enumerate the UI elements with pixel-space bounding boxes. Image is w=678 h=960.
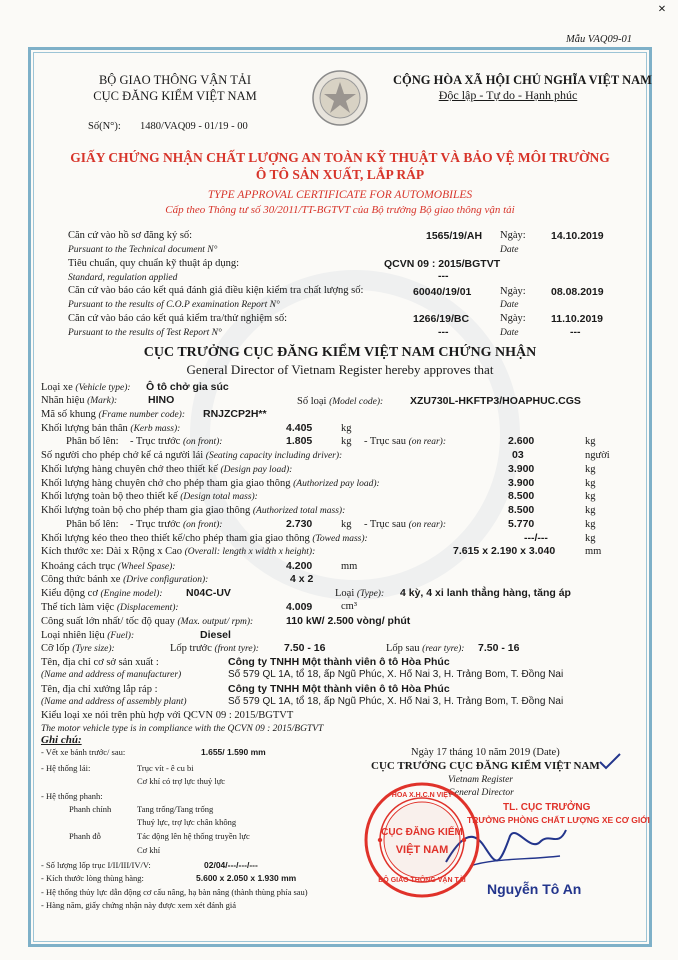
kerb-mass-unit: kg (341, 423, 352, 434)
engine-type-en: (Type): (356, 589, 385, 599)
front-axle-label-2: - Trục trước (130, 519, 181, 530)
rear-axle-label: - Trục sau (364, 436, 407, 447)
note-steering-label: - Hệ thống lái: (41, 763, 91, 773)
towed-en: (Towed mass): (312, 534, 368, 544)
note-track-label: - Vết xe bánh trước/ sau: (41, 747, 126, 757)
note-tyres-value: 02/04/---/---/--- (204, 860, 258, 870)
mark-en: (Mark): (87, 396, 118, 406)
output-en: (Max. output/ rpm): (177, 617, 254, 627)
design-total-row (41, 491, 258, 502)
front-axle-unit: kg (341, 436, 352, 447)
front-tyre: 7.50 - 16 (284, 642, 326, 654)
front-axle-en: (on front): (182, 437, 223, 447)
basis-4-value: 1266/19/BC (413, 313, 470, 325)
mark-row (41, 395, 117, 406)
distribution-label-2: Phân bố lên: (66, 519, 119, 530)
frame-code-row (41, 409, 185, 420)
engine-en: (Engine model): (100, 589, 163, 599)
front-tyre-row (170, 643, 259, 654)
engine-label: Kiểu động cơ (41, 588, 98, 599)
towed-unit: kg (585, 533, 596, 544)
fuel-row (41, 630, 134, 641)
signer-title: CỤC TRƯỞNG CỤC ĐĂNG KIỂM VIỆT NAM (371, 760, 600, 772)
basis-3-en-date: Date (500, 300, 519, 310)
stamp-ring-bottom: BỘ GIAO THÔNG VẬN TẢI (378, 877, 466, 884)
basis-4-dash-2: --- (570, 326, 581, 338)
note-brake-park: Phanh đỗ (69, 831, 101, 841)
wheelbase: 4.200 (286, 560, 313, 572)
wheelbase-unit: mm (341, 561, 358, 572)
note-box-label: - Kích thước lòng thùng hàng: (41, 873, 144, 883)
basis-4-en-date: Date (500, 328, 519, 338)
fuel-label: Loại nhiên liệu (41, 630, 105, 641)
dimensions: 7.615 x 2.190 x 3.040 (453, 545, 556, 557)
dimensions-en: (Overall: length x width x height): (184, 547, 316, 557)
stroke-mark-icon (598, 752, 622, 770)
wheelbase-en: (Wheel Spase): (117, 562, 176, 572)
engine-row (41, 588, 163, 599)
note-brake-main-b: Thuỷ lực, trợ lực chân không (137, 817, 237, 827)
ministry-name: BỘ GIAO THÔNG VẬN TẢI (98, 73, 252, 87)
towed-row (41, 533, 368, 544)
design-payload-row (41, 464, 292, 475)
engine-type: 4 kỳ, 4 xi lanh thẳng hàng, tăng áp (400, 587, 571, 599)
basis-3-value: 60040/19/01 (413, 286, 472, 298)
emblem-icon (310, 68, 370, 128)
seating-en: (Seating capacity including driver): (205, 451, 343, 461)
rear-tyre-row (386, 643, 464, 654)
republic-name: CỘNG HÒA XÃ HỘI CHỦ NGHĨA VIỆT NAM (393, 73, 652, 87)
note-brake-park-b: Cơ khí (137, 845, 161, 855)
manufacturer-label: Tên, địa chỉ cơ sở sản xuất : (41, 657, 159, 668)
manufacturer-en: (Name and address of manufacturer) (41, 670, 182, 680)
approval-en: General Director of Vietnam Register hereby approves that (186, 362, 494, 377)
front-axle-label: - Trục trước (130, 436, 181, 447)
model-value: XZU730L-HKFTP3/HOAPHUC.CGS (410, 395, 581, 407)
engine-type-label: Loại (335, 588, 355, 599)
basis-1-value: 1565/19/AH (426, 230, 483, 242)
front-axle-en-2: (on front): (182, 520, 223, 530)
auth-payload: 3.900 (508, 477, 535, 489)
front-axle: 1.805 (286, 435, 313, 447)
towed-label: Khối lượng kéo theo theo thiết kế/cho phép tham gia giao thông (41, 533, 310, 544)
displacement-label: Thể tích làm việc (41, 602, 115, 613)
rear-tyre-label: Lốp sau (386, 643, 420, 654)
rear-tyre-en: (rear tyre): (422, 644, 465, 654)
design-total-label: Khối lượng toàn bộ theo thiết kế (41, 491, 178, 502)
displacement-row (41, 602, 179, 613)
front-tyre-label: Lốp trước (170, 643, 212, 654)
front-axle-row-2 (130, 519, 222, 530)
basis-2-label: Tiêu chuẩn, quy chuẩn kỹ thuật áp dụng: (68, 258, 240, 269)
seating-label: Số người cho phép chở kể cả người lái (41, 450, 204, 461)
stamp-text-top: CỤC ĐĂNG KIỂM (381, 827, 463, 838)
output: 110 kW/ 2.500 vòng/ phút (286, 615, 411, 627)
basis-4-label: Căn cứ vào báo cáo kết quả kiểm tra/thử nghiệm số: (68, 313, 287, 324)
department-name: CỤC ĐĂNG KIỂM VIỆT NAM (93, 89, 257, 103)
note-steering-b: Cơ khí có trợ lực thuỷ lực (137, 776, 226, 786)
basis-1-label: Căn cứ vào hồ sơ đăng ký số: (68, 230, 193, 241)
basis-4-date-label: Ngày: (500, 313, 526, 324)
basis-2-value: QCVN 09 : 2015/BGTVT (384, 258, 501, 270)
note-brake-main: Phanh chính (69, 804, 112, 814)
rear-axle-label-2: - Trục sau (364, 519, 407, 530)
kerb-mass-en: (Kerb mass): (130, 424, 181, 434)
note-brake-label: - Hệ thống phanh: (41, 791, 103, 801)
basis-1-date-label: Ngày: (500, 230, 526, 241)
rear-axle-en: (on rear): (408, 437, 447, 447)
manufacturer-address: Số 579 QL 1A, tổ 18, ấp Ngũ Phúc, X. Hố Nai 3, H. Trảng Bom, T. Đồng Nai (228, 669, 564, 680)
tyre-label: Cỡ lốp (41, 643, 70, 654)
note-track-value: 1.655/ 1.590 mm (201, 747, 266, 757)
signer-name: Nguyễn Tô An (487, 881, 582, 897)
title-en: TYPE APPROVAL CERTIFICATE FOR AUTOMOBILES (207, 189, 473, 201)
note-brake-park-a: Tác động lên hệ thống truyền lực (137, 831, 250, 841)
displacement-en: (Displacement): (116, 603, 179, 613)
seating-row (41, 450, 342, 461)
motto: Độc lập - Tự do - Hạnh phúc (438, 88, 578, 102)
model-row (297, 396, 383, 407)
signing-date: Ngày 17 tháng 10 năm 2019 (Date) (411, 747, 560, 758)
note-box-value: 5.600 x 2.050 x 1.930 mm (196, 873, 297, 883)
rear-axle-unit: kg (585, 436, 596, 447)
basis-3-date: 08.08.2019 (551, 286, 604, 298)
fuel: Diesel (200, 629, 231, 641)
wheelbase-row (41, 561, 175, 572)
basis-4-dash-1: --- (438, 326, 449, 338)
rear-tyre: 7.50 - 16 (478, 642, 520, 654)
rear-axle-2: 5.770 (508, 518, 535, 530)
seating: 03 (512, 449, 524, 461)
model-en: (Model code): (329, 397, 384, 407)
mark-value: HINO (148, 394, 175, 406)
signer-en-1: Vietnam Register (448, 775, 513, 785)
distribution-label: Phân bố lên: (66, 436, 119, 447)
auth-total-row (41, 505, 345, 516)
cert-number-label: Số(N°): (88, 121, 121, 132)
rear-axle-unit-2: kg (585, 519, 596, 530)
note-annual: - Hàng năm, giấy chứng nhận này được xem xét đánh giá (41, 900, 236, 910)
front-tyre-en: (front tyre): (214, 644, 259, 654)
basis-2-dash: --- (438, 270, 449, 282)
vehicle-type: Ô tô chở gia súc (146, 381, 229, 393)
design-total-en: (Design total mass): (180, 492, 258, 502)
basis-4-en: Pursuant to the results of Test Report N° (68, 328, 222, 338)
note-hydraulic: - Hệ thống thủy lực dẫn động cơ cấu nâng, hạ bàn nâng (thành thùng phía sau) (41, 887, 308, 897)
design-payload-unit: kg (585, 464, 596, 475)
rear-axle: 2.600 (508, 435, 535, 447)
title-sub: Cấp theo Thông tư số 30/2011/TT-BGTVT của Bộ trưởng Bộ giao thông vận tải (165, 204, 515, 216)
frame-code-en: (Frame number code): (98, 410, 185, 420)
front-axle-unit-2: kg (341, 519, 352, 530)
front-axle-row (130, 436, 222, 447)
rear-axle-en-2: (on rear): (408, 520, 447, 530)
auth-total: 8.500 (508, 504, 535, 516)
tyre-row (41, 643, 115, 654)
assembly-en: (Name and address of assembly plant) (41, 697, 187, 707)
kerb-mass: 4.405 (286, 422, 313, 434)
assembly-name: Công ty TNHH Một thành viên ô tô Hòa Phúc (228, 683, 450, 695)
tl-title-2: TRƯỞNG PHÒNG CHẤT LƯỢNG XE CƠ GIỚI (467, 815, 650, 825)
drive-config-label: Công thức bánh xe (41, 574, 121, 585)
basis-3-en: Pursuant to the results of C.O.P examination Report N° (68, 300, 280, 310)
design-payload-en: (Design pay load): (220, 465, 293, 475)
seating-unit: người (585, 450, 610, 461)
displacement-unit: cm³ (341, 601, 357, 612)
vehicle-type-en: (Vehicle type): (75, 383, 131, 393)
basis-1-date: 14.10.2019 (551, 230, 604, 242)
design-total: 8.500 (508, 490, 535, 502)
model-label: Số loại (297, 396, 327, 407)
wheelbase-label: Khoảng cách trục (41, 561, 116, 572)
design-payload-label: Khối lượng hàng chuyên chở theo thiết kế (41, 464, 218, 475)
output-label: Công suất lớn nhất/ tốc độ quay (41, 616, 175, 627)
auth-payload-label: Khối lượng hàng chuyên chở cho phép tham gia giao thông (41, 478, 291, 489)
auth-total-unit: kg (585, 505, 596, 516)
vehicle-type-row (41, 382, 131, 393)
dimensions-label: Kích thước xe: Dài x Rộng x Cao (41, 546, 183, 557)
rear-axle-row (364, 436, 446, 447)
fuel-en: (Fuel): (107, 631, 135, 641)
approval-vn: CỤC TRƯỞNG CỤC ĐĂNG KIỂM VIỆT NAM CHỨNG NHẬN (143, 345, 537, 360)
kerb-mass-row (41, 423, 180, 434)
basis-3-label: Căn cứ vào báo cáo kết quả đánh giá điều kiện kiểm tra chất lượng số: (68, 285, 364, 296)
towed: ---/--- (524, 532, 548, 544)
dimensions-row (41, 546, 315, 557)
basis-4-date: 11.10.2019 (551, 313, 603, 325)
corner-mark: × (658, 2, 666, 17)
frame-code: RNJZCP2H** (203, 408, 267, 420)
tl-title: TL. CỤC TRƯỞNG (503, 802, 591, 813)
basis-1-en-date: Date (500, 245, 519, 255)
note-tyres-label: - Số lượng lốp trục I/II/III/IV/V: (41, 860, 151, 870)
front-axle-2: 2.730 (286, 518, 313, 530)
design-payload: 3.900 (508, 463, 535, 475)
note-brake-main-a: Tang trống/Tang trống (137, 804, 214, 814)
title-vn-2: Ô TÔ SẢN XUẤT, LẮP RÁP (255, 167, 425, 182)
assembly-label: Tên, địa chỉ xưởng lắp ráp : (41, 684, 158, 695)
output-row (41, 616, 253, 627)
compliance-en: The motor vehicle type is in compliance with the QCVN 09 : 2015/BGTVT (41, 724, 324, 734)
auth-payload-row (41, 478, 380, 489)
basis-1-en: Pursuant to the Technical document N° (68, 245, 218, 255)
manufacturer-name: Công ty TNHH Một thành viên ô tô Hòa Phúc (228, 656, 450, 668)
auth-total-label: Khối lượng toàn bộ cho phép tham gia giao thông (41, 505, 251, 516)
mark-label: Nhãn hiệu (41, 395, 85, 406)
design-total-unit: kg (585, 491, 596, 502)
drive-config: 4 x 2 (290, 573, 314, 585)
frame-code-label: Mã số khung (41, 409, 96, 420)
note-steering-a: Trục vít - ê cu bi (137, 763, 194, 773)
title-vn: GIẤY CHỨNG NHẬN CHẤT LƯỢNG AN TOÀN KỸ THUẬT VÀ BẢO VỆ MÔI TRƯỜNG (70, 150, 610, 165)
engine: N04C-UV (186, 587, 231, 599)
auth-payload-unit: kg (585, 478, 596, 489)
auth-payload-en: (Authorized pay load): (293, 479, 380, 489)
signer-en-2: General Director (448, 788, 514, 798)
drive-config-row (41, 574, 208, 585)
tyre-en: (Tyre size): (72, 644, 115, 654)
assembly-address: Số 579 QL 1A, tổ 18, ấp Ngũ Phúc, X. Hố Nai 3, H. Trảng Bom, T. Đồng Nai (228, 696, 564, 707)
dimensions-unit: mm (585, 546, 602, 557)
kerb-mass-label: Khối lượng bản thân (41, 423, 128, 434)
stamp-ring-top: HOA X.H.C.N VIỆT (391, 792, 453, 799)
vehicle-type-label: Loại xe (41, 382, 73, 393)
basis-2-en: Standard, regulation applied (68, 273, 178, 283)
form-code: Mẫu VAQ09-01 (566, 34, 632, 45)
compliance: Kiểu loại xe nói trên phù hợp với QCVN 09 : 2015/BGTVT (41, 710, 294, 721)
displacement: 4.009 (286, 601, 313, 613)
basis-3-date-label: Ngày: (500, 286, 526, 297)
drive-config-en: (Drive configuration): (123, 575, 209, 585)
rear-axle-row-2 (364, 519, 446, 530)
notes-title: Ghi chú: (41, 734, 82, 746)
cert-number: 1480/VAQ09 - 01/19 - 00 (140, 121, 248, 132)
stamp-text-bottom: VIỆT NAM (395, 844, 449, 856)
engine-type-row (335, 588, 384, 599)
auth-total-en: (Authorized total mass): (252, 506, 346, 516)
